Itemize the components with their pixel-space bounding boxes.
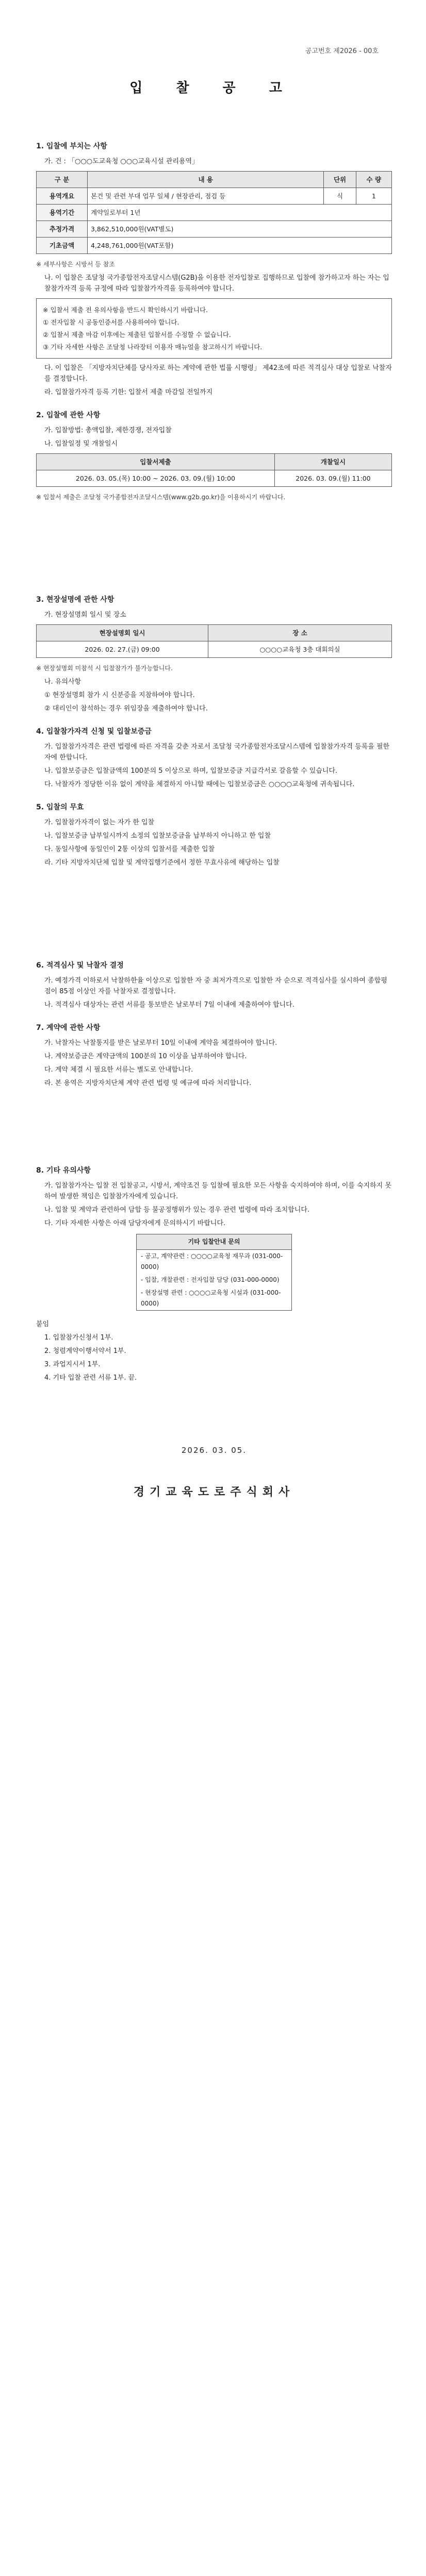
contact-title: 기타 입찰안내 문의 <box>137 1234 291 1250</box>
section-5-item: 라. 기타 지방자치단체 입찰 및 계약집행기준에서 정한 무효사유에 해당하는 입찰 <box>44 859 280 867</box>
section-3-intro: 가. 현장설명회 일시 및 장소 <box>44 611 126 619</box>
page-break-gap <box>36 505 392 582</box>
table-header: 입찰서제출 <box>37 454 275 470</box>
table-row <box>37 205 392 221</box>
section-3-item: 나. 유의사항 <box>44 678 81 686</box>
notice-date: 2026. 03. 05. <box>181 1446 247 1455</box>
page-break-gap <box>36 871 392 948</box>
section-2-title: 2. 입찰에 관한 사항 <box>36 411 101 419</box>
section-1-para: 나. 이 입찰은 조달청 국가종합전자조달시스템(G2B)을 이용한 전자입찰로 집행하므로 입찰에 참가하고자 하는 자는 입찰참가자격 등록 규정에 따라 입찰참가자격을 등록하여야 합니다. <box>44 274 389 293</box>
section-8-item: 가. 입찰참가자는 입찰 전 입찰공고, 시방서, 계약조건 등 입찰에 필요한 모든 사항을 숙지하여야 하며, 이를 숙지하지 못하여 발생한 책임은 입찰참가자에게 있습니다. <box>44 1182 391 1200</box>
briefing-date: 2026. 02. 27.(금) 09:00 <box>37 641 208 658</box>
section-4-item: 가. 입찰참가자격은 관련 법령에 따른 자격을 갖춘 자로서 조달청 국가종합전자조달시스템에 입찰참가자격 등록을 필한 자에 한합니다. <box>44 743 390 761</box>
section-7-title: 7. 계약에 관한 사항 <box>36 1024 101 1032</box>
section-6-item: 가. 예정가격 이하로서 낙찰하한율 이상으로 입찰한 자 중 최저가격으로 입찰한 자 순으로 적격심사를 실시하여 종합평점이 85점 이상인 자를 낙찰자로 결정합니다. <box>44 977 387 995</box>
row-qty: 1 <box>356 188 391 205</box>
contact-line: - 현장설명 관련 : ○○○○교육청 시설과 (031-000-0000) <box>141 1289 281 1307</box>
section-3-item: ① 현장설명회 참가 시 신분증을 지참하여야 합니다. <box>44 691 195 699</box>
section-7-item: 다. 계약 체결 시 필요한 서류는 별도로 안내합니다. <box>44 1066 193 1074</box>
box-line: ① 전자입찰 시 공동인증서를 사용하여야 합니다. <box>43 318 179 326</box>
section-1-para: 다. 이 입찰은 「지방자치단체를 당사자로 하는 계약에 관한 법률 시행령」 제42조에 따른 적격심사 대상 입찰로 낙찰자를 결정합니다. <box>44 364 392 383</box>
section-1-para: 라. 입찰참가자격 등록 기한: 입찰서 제출 마감일 전일까지 <box>44 388 213 396</box>
section-6-item: 나. 적격심사 대상자는 관련 서류를 통보받은 날로부터 7일 이내에 제출하여야 합니다. <box>44 1001 294 1009</box>
box-line: ③ 기타 자세한 사항은 조달청 나라장터 이용자 매뉴얼을 참고하시기 바랍니다. <box>43 343 263 351</box>
section-7-item: 나. 계약보증금은 계약금액의 100분의 10 이상을 납부하여야 합니다. <box>44 1053 247 1060</box>
attachment-item: 4. 기타 입찰 관련 서류 1부. 끝. <box>44 1374 137 1382</box>
section-5-item: 가. 입찰참가자격이 없는 자가 한 입찰 <box>44 819 155 826</box>
attachment-item: 3. 과업지시서 1부. <box>44 1361 101 1368</box>
row-label: 추정가격 <box>37 221 88 238</box>
table-header: 구 분 <box>37 172 88 188</box>
table-header: 단위 <box>324 172 356 188</box>
row-content: 4,248,761,000원(VAT포함) <box>88 238 392 254</box>
box-line: ② 입찰서 제출 마감 이후에는 제출된 입찰서를 수정할 수 없습니다. <box>43 331 231 338</box>
service-overview-table <box>36 171 392 254</box>
row-unit: 식 <box>324 188 356 205</box>
section-4-item: 나. 입찰보증금은 입찰금액의 100분의 5 이상으로 하며, 입찰보증금 지급각서로 갈음할 수 있습니다. <box>44 767 338 775</box>
section-3-item: ② 대리인이 참석하는 경우 위임장을 제출하여야 합니다. <box>44 705 208 713</box>
section-1-title: 1. 입찰에 부치는 사항 <box>36 142 107 150</box>
section-3-note: ※ 현장설명회 미참석 시 입찰참가가 불가능합니다. <box>36 665 173 672</box>
section-6-title: 6. 적격심사 및 낙찰자 결정 <box>36 961 124 970</box>
page-break-gap <box>36 1091 392 1153</box>
notice-body <box>36 129 392 1498</box>
section-8-item: 다. 기타 자세한 사항은 아래 담당자에게 문의하시기 바랍니다. <box>44 1219 226 1227</box>
attachments-title: 붙임 <box>36 1320 50 1328</box>
row-label: 용역기간 <box>37 205 88 221</box>
section-4-title: 4. 입찰참가자격 신청 및 입찰보증금 <box>36 727 152 736</box>
bid-schedule-table <box>36 453 392 487</box>
section-1-intro: 가. 건 : 「○○○도교육청 ○○○교육시설 관리용역」 <box>44 158 199 165</box>
table-note: ※ 세부사항은 시방서 등 참조 <box>36 261 115 268</box>
contact-box <box>136 1234 292 1311</box>
table-header: 개찰일시 <box>274 454 391 470</box>
site-briefing-table <box>36 624 392 658</box>
attachment-item: 1. 입찰참가신청서 1부. <box>44 1334 113 1342</box>
contact-line: - 입찰, 개찰관련 : 전자입찰 담당 (031-000-0000) <box>141 1276 280 1283</box>
section-7-item: 라. 본 용역은 지방자치단체 계약 관련 법령 및 예규에 따라 처리합니다. <box>44 1079 252 1087</box>
row-content: 계약일로부터 1년 <box>88 205 392 221</box>
section-5-item: 나. 입찰보증금 납부일시까지 소정의 입찰보증금을 납부하지 아니하고 한 입찰 <box>44 832 271 840</box>
section-3-title: 3. 현장설명에 관한 사항 <box>36 596 114 604</box>
section-5-title: 5. 입찰의 무효 <box>36 803 84 811</box>
section-2-item: 가. 입찰방법: 총액입찰, 제한경쟁, 전자입찰 <box>44 427 172 434</box>
table-row <box>37 641 392 658</box>
row-content: 3,862,510,000원(VAT별도) <box>88 221 392 238</box>
section-8-title: 8. 기타 유의사항 <box>36 1166 91 1175</box>
briefing-place: ○○○○교육청 3층 대회의실 <box>208 641 392 658</box>
bid-period: 2026. 03. 05.(목) 10:00 ~ 2026. 03. 09.(월) 10:00 <box>37 470 275 487</box>
table-row <box>37 470 392 487</box>
page-title: 입 찰 공 고 <box>129 80 297 96</box>
section-2-note: ※ 입찰서 제출은 조달청 국가종합전자조달시스템(www.g2b.go.kr)을 이용하시기 바랍니다. <box>36 494 286 501</box>
table-header: 현장설명회 일시 <box>37 625 208 641</box>
table-header: 내 용 <box>88 172 324 188</box>
section-8-item: 나. 입찰 및 계약과 관련하여 담합 등 불공정행위가 있는 경우 관련 법령에 따라 조치합니다. <box>44 1206 310 1214</box>
box-line: ※ 입찰서 제출 전 유의사항을 반드시 확인하시기 바랍니다. <box>43 306 208 314</box>
section-4-item: 다. 낙찰자가 정당한 이유 없이 계약을 체결하지 아니할 때에는 입찰보증금은 ○○○○교육청에 귀속됩니다. <box>44 781 355 788</box>
row-label: 용역개요 <box>37 188 88 205</box>
row-content: 본건 및 관련 부대 업무 일체 / 현장관리, 점검 등 <box>88 188 324 205</box>
contact-line: - 공고, 계약관련 : ○○○○교육청 재무과 (031-000-0000) <box>141 1252 283 1270</box>
section-7-item: 가. 낙찰자는 낙찰통지를 받은 날로부터 10일 이내에 계약을 체결하여야 합니다. <box>44 1039 277 1047</box>
table-header: 수 량 <box>356 172 391 188</box>
section-2-item: 나. 입찰일정 및 개찰일시 <box>44 440 118 448</box>
table-row <box>37 221 392 238</box>
attachment-item: 2. 청렴계약이행서약서 1부. <box>44 1347 126 1355</box>
notice-number: 공고번호 제2026 - 00호 <box>305 47 379 55</box>
table-header: 장 소 <box>208 625 392 641</box>
issuing-organization: 경기교육도로주식회사 <box>133 1486 295 1499</box>
section-5-item: 다. 동일사항에 동일인이 2통 이상의 입찰서를 제출한 입찰 <box>44 845 215 853</box>
row-label: 기초금액 <box>37 238 88 254</box>
table-row <box>37 188 392 205</box>
opening-date: 2026. 03. 09.(월) 11:00 <box>274 470 391 487</box>
table-row <box>37 238 392 254</box>
notice-box <box>36 298 392 359</box>
